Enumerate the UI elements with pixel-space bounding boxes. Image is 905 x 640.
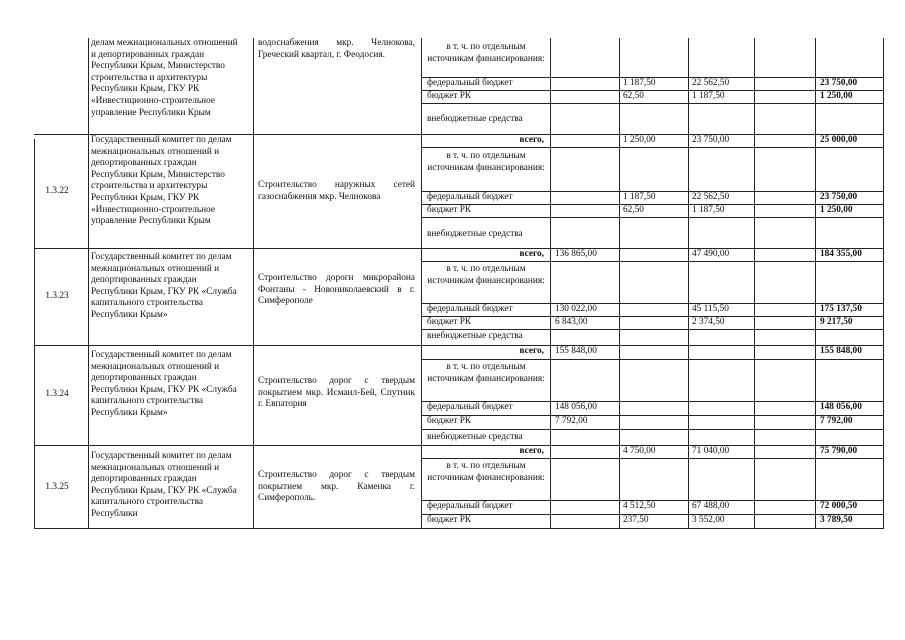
- total-cell: 25 000,00: [820, 135, 858, 145]
- org-cell: Государственный комитет по делам межнациональных отношений и депортированных граждан Республики Крым, ГКУ РК «Служба капитального строительства Республики Крым»: [91, 252, 237, 320]
- source-breakdown: в т. ч. по отдельным источникам финансирования:: [427, 461, 545, 483]
- source-breakdown: в т. ч. по отдельным источникам финансирования:: [427, 264, 545, 286]
- subrow-line: [421, 316, 884, 317]
- table-border: [619, 38, 620, 529]
- value-cell: 148 056,00: [555, 402, 597, 412]
- subrow-line: [421, 147, 884, 148]
- total-cell: 75 790,00: [820, 446, 858, 456]
- value-cell: 2 374,50: [692, 317, 725, 327]
- source-extra: внебюджетные средства: [427, 331, 523, 341]
- subrow-line: [421, 514, 884, 515]
- object-cell: Строительство наружных сетей газоснабжения мкр. Челнокова: [258, 180, 415, 202]
- value-cell: 62,50: [623, 91, 644, 101]
- source-total-label: всего,: [519, 135, 544, 145]
- source-total-label: всего,: [519, 346, 544, 356]
- value-cell: 1 187,50: [623, 78, 656, 88]
- table-border: [883, 38, 884, 529]
- value-cell: 3 552,00: [692, 515, 725, 525]
- source-federal: федеральный бюджет: [427, 402, 513, 412]
- source-federal: федеральный бюджет: [427, 304, 513, 314]
- subrow-line: [421, 359, 884, 360]
- row-number: 1.3.24: [45, 389, 69, 399]
- org-cell: Государственный комитет по делам межнациональных отношений и депортированных граждан Республики Крым, ГКУ РК «Служба капитального строительства Республики Крым»: [91, 350, 237, 418]
- org-cell: Государственный комитет по делам межнациональных отношений и депортированных граждан Республики Крым, Министерство строительства и архитектуры Республики Крым, ГКУ РК «Инвестиционно-строительное управление Республики Крым: [91, 135, 232, 227]
- total-cell: 1 250,00: [820, 205, 853, 215]
- total-cell: 9 217,50: [820, 317, 853, 327]
- source-budget-rk: бюджет РК: [427, 317, 472, 327]
- subrow-line: [421, 415, 884, 416]
- subrow-line: [421, 90, 884, 91]
- value-cell: 4 512,50: [623, 501, 656, 511]
- total-cell: 155 848,00: [820, 346, 862, 356]
- total-cell: 72 000,50: [820, 501, 858, 511]
- value-cell: 45 115,50: [692, 304, 729, 314]
- source-federal: федеральный бюджет: [427, 78, 513, 88]
- total-cell: 175 137,50: [820, 304, 862, 314]
- value-cell: 1 187,50: [692, 91, 725, 101]
- value-cell: 136 865,00: [555, 249, 597, 259]
- subrow-line: [421, 429, 884, 430]
- source-extra: внебюджетные средства: [427, 114, 523, 124]
- value-cell: 7 792,00: [555, 416, 588, 426]
- table-border: [550, 38, 551, 529]
- table-border: [754, 38, 755, 529]
- table-border: [688, 38, 689, 529]
- total-cell: 23 750,00: [820, 78, 858, 88]
- source-breakdown: в т. ч. по отдельным источникам финансирования:: [427, 151, 545, 173]
- value-cell: 6 843,00: [555, 317, 588, 327]
- object-cell: Строительство дорог с твердым покрытием мкр. Каменка г. Симферополь.: [258, 470, 415, 504]
- source-total-label: всего,: [519, 249, 544, 259]
- total-cell: 3 789,50: [820, 515, 853, 525]
- value-cell: 4 750,00: [623, 446, 656, 456]
- table-border: [815, 38, 816, 529]
- row-number: 1.3.25: [45, 482, 69, 492]
- value-cell: 71 040,00: [692, 446, 730, 456]
- object-cell: водоснабжения мкр. Челнокова, Греческий квартал, г. Феодосия.: [258, 38, 415, 60]
- total-cell: 23 750,00: [820, 192, 858, 202]
- source-budget-rk: бюджет РК: [427, 91, 472, 101]
- source-extra: внебюджетные средства: [427, 229, 523, 239]
- value-cell: 1 187,50: [692, 205, 725, 215]
- value-cell: 22 562,50: [692, 78, 730, 88]
- object-cell: Строительство дороги микрорайона Фонтаны - Новониколаевский в г. Симферополе: [258, 273, 415, 307]
- value-cell: 22 562,50: [692, 192, 730, 202]
- value-cell: 47 490,00: [692, 249, 730, 259]
- source-federal: федеральный бюджет: [427, 192, 513, 202]
- source-budget-rk: бюджет РК: [427, 515, 472, 525]
- org-cell: Государственный комитет по делам межнациональных отношений и депортированных граждан Республики Крым, ГКУ РК «Служба капитального строительства Республики: [91, 451, 237, 519]
- total-cell: 148 056,00: [820, 402, 862, 412]
- total-cell: 7 792,00: [820, 416, 853, 426]
- row-separator: [34, 528, 884, 529]
- value-cell: 62,50: [623, 205, 644, 215]
- value-cell: 1 250,00: [623, 135, 656, 145]
- source-breakdown: в т. ч. по отдельным источникам финансирования:: [427, 362, 545, 384]
- subrow-line: [421, 458, 884, 459]
- total-cell: 1 250,00: [820, 91, 853, 101]
- source-extra: внебюджетные средства: [427, 432, 523, 442]
- source-total-label: всего,: [519, 446, 544, 456]
- source-budget-rk: бюджет РК: [427, 205, 472, 215]
- row-number: 1.3.22: [45, 186, 69, 196]
- value-cell: 23 750,00: [692, 135, 730, 145]
- value-cell: 237,50: [623, 515, 649, 525]
- subrow-line: [421, 204, 884, 205]
- value-cell: 155 848,00: [555, 346, 597, 356]
- subrow-line: [421, 329, 884, 330]
- value-cell: 67 488,00: [692, 501, 730, 511]
- org-cell: делам межнациональных отношений и депортированных граждан Республики Крым, Министерство строительства и архитектуры Республики Крым, ГКУ РК «Инвестиционно-строительное управление Республики Крым: [91, 38, 238, 118]
- subrow-line: [421, 217, 884, 218]
- source-budget-rk: бюджет РК: [427, 416, 472, 426]
- object-cell: Строительство дорог с твердым покрытием мкр. Исмаил-Бей, Спутник г. Евпатория: [258, 376, 415, 410]
- subrow-line: [421, 261, 884, 262]
- source-federal: федеральный бюджет: [427, 501, 513, 511]
- table-border: [253, 38, 254, 529]
- table-border: [88, 38, 89, 529]
- subrow-line: [421, 103, 884, 104]
- value-cell: 1 187,50: [623, 192, 656, 202]
- value-cell: 130 022,00: [555, 304, 597, 314]
- row-number: 1.3.23: [45, 291, 69, 301]
- source-breakdown: в т. ч. по отдельным источникам финансирования:: [427, 42, 545, 64]
- total-cell: 184 355,00: [820, 249, 862, 259]
